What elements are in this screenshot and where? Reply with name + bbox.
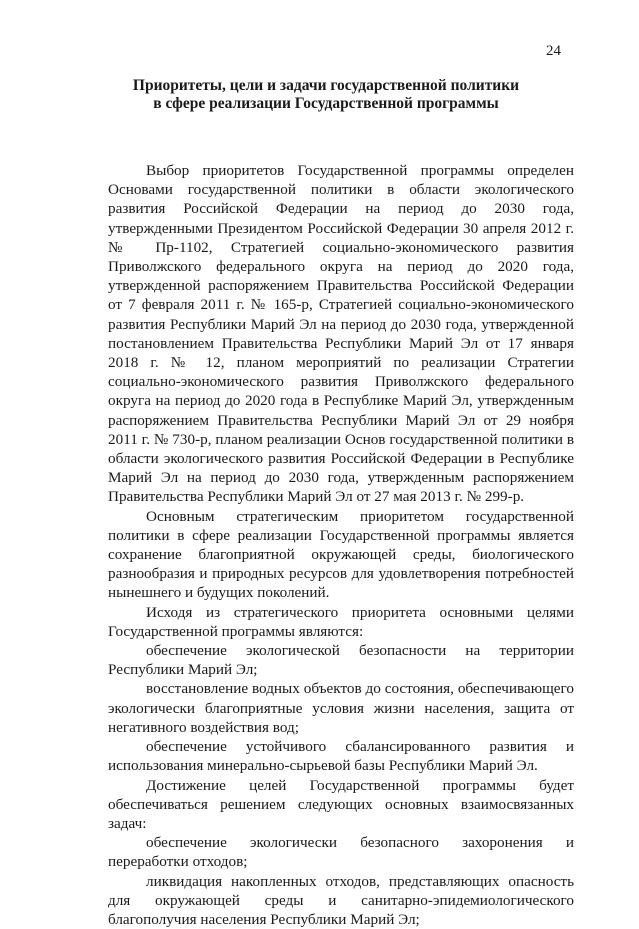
document-body (108, 161, 574, 929)
paragraph-2: Основным стратегическим приоритетом государственной политики в сфере реализации Государственной программы является сохранение благоприятной окружающей среды, биологического разнообразия и природных ресурсов для удовлетворения потребностей нынешнего и будущих поколений. (108, 507, 574, 602)
paragraph-5: восстановление водных объектов до состояния, обеспечивающего экологически благоприятные условия жизни населения, защита от негативного воздействия вод; (108, 680, 574, 736)
page-number: 24 (546, 43, 561, 59)
paragraph-1: Выбор приоритетов Государственной программы определен Основами государственной политики в области экологического развития Российской Федерации на период до 2030 года, утвержденными Президентом Российской Федерации 30 апреля 2012 г. № Пр-1102, Стратегией социально-экономического развития Приволжского федерального округа на период до 2020 года, утвержденной распоряжением Правительства Российской Федерации от 7 февраля 2011 г. № 165-р, Стратегией социально-экономического развития Республики Марий Эл на период до 2030 года, утвержденной постановлением Правительства Республики Марий Эл от 17 января 2018 г. № 12, планом мероприятий по реализации Стратегии социально-экономического развития Приволжского федерального округа на период до 2020 года в Республике Марий Эл, утвержденным распоряжением Правительства Республики Марий Эл от 29 ноября 2011 г. № 730-р, планом реализации Основ государственной политики в области экологического развития Российской Федерации в Республике Марий Эл на период до 2030 года, утвержденным распоряжением Правительства Республики Марий Эл от 27 мая 2013 г. № 299-р. (108, 162, 574, 506)
paragraph-3: Исходя из стратегического приоритета основными целями Государственной программы являются: (108, 603, 574, 640)
section-title-line-1: Приоритеты, цели и задачи государственной политики (132, 77, 520, 94)
paragraph-7: Достижение целей Государственной программы будет обеспечиваться решением следующих основных взаимосвязанных задач: (108, 776, 574, 832)
paragraph-6: обеспечение устойчивого сбалансированного развития и использования минерально-сырьевой базы Республики Марий Эл. (108, 738, 574, 775)
paragraph-8: обеспечение экологически безопасного захоронения и переработки отходов; (108, 834, 574, 871)
paragraph-9: ликвидация накопленных отходов, представляющих опасность для окружающей среды и санитарно-эпидемиологического благополучия населения Республики Марий Эл; (108, 872, 574, 928)
section-title (100, 77, 552, 113)
section-title-line-2: в сфере реализации Государственной программы (153, 95, 499, 112)
paragraph-4: обеспечение экологической безопасности на территории Республики Марий Эл; (108, 642, 574, 679)
